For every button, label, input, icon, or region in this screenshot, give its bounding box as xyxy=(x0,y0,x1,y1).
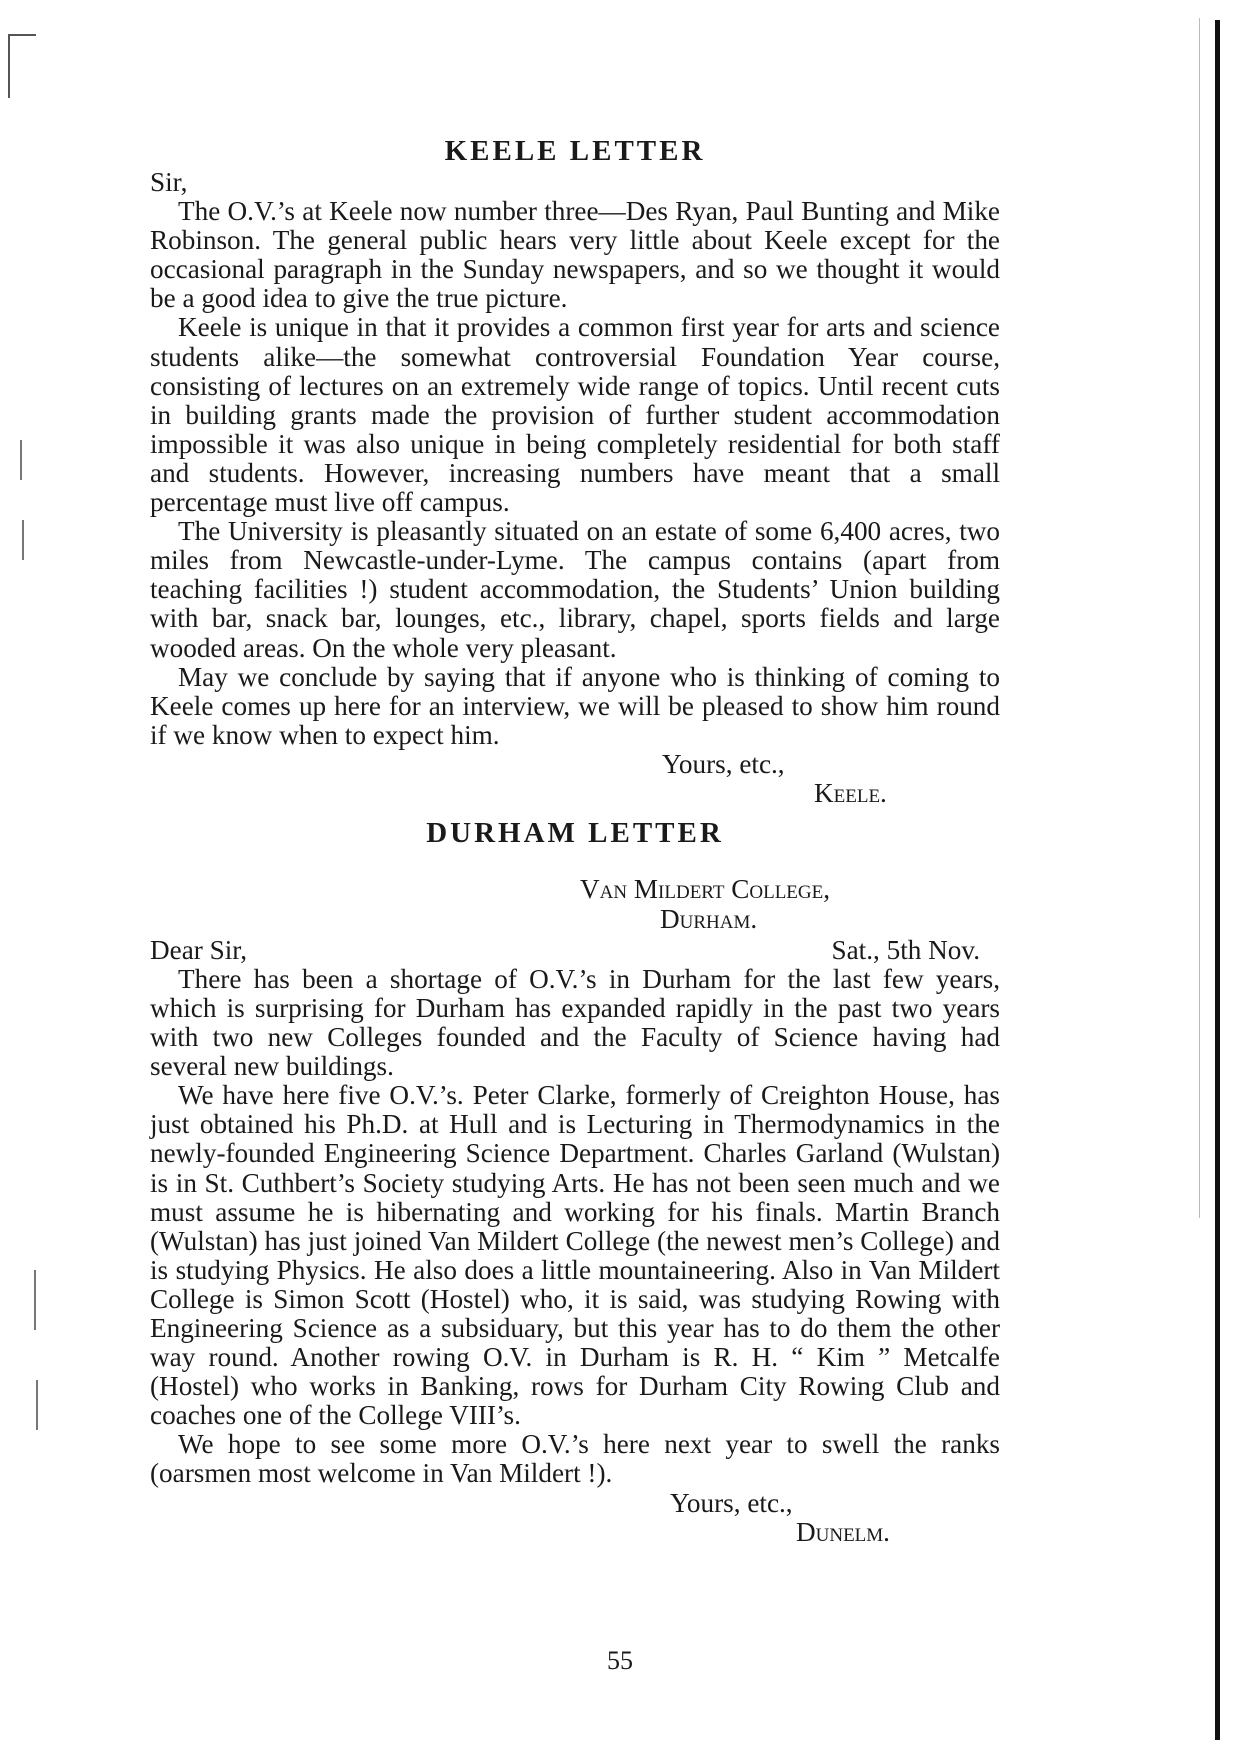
keele-signature: Keele. xyxy=(814,777,887,808)
page-number: 55 xyxy=(607,1646,633,1675)
scan-edge-mark xyxy=(1199,18,1200,1218)
keele-paragraph: The University is pleasantly situated on an estate of some 6,400 acres, two miles from Newcastle-under-Lyme. The campus contains (apart from teaching facilities !) student accommodation, the Students’ Union building with bar, snack bar, lounges, etc., library, chapel, sports fields and large wooded areas. On the whole very pleasant. xyxy=(150,516,1000,663)
keele-letter-heading: KEELE LETTER xyxy=(444,135,706,167)
scan-edge-mark xyxy=(1215,20,1220,1740)
durham-letter xyxy=(150,816,1000,1547)
keele-letter-body xyxy=(150,197,1000,750)
keele-paragraph: May we conclude by saying that if anyone who is thinking of coming to Keele comes up here for an interview, we will be pleased to show him round if we know when to expect him. xyxy=(150,661,1000,750)
durham-paragraph: There has been a shortage of O.V.’s in Durham for the last few years, which is surprising for Durham has expanded rapidly in the past two years with two new Colleges founded and the Faculty of Science having had several new buildings. xyxy=(150,963,1000,1082)
durham-closing: Yours, etc., xyxy=(670,1487,793,1518)
keele-paragraph: The O.V.’s at Keele now number three—Des Ryan, Paul Bunting and Mike Robinson. The general public hears very little about Keele except for the occasional paragraph in the Sunday newspapers, and so we thought it would be a good idea to give the true picture. xyxy=(150,196,1000,314)
durham-signature: Dunelm. xyxy=(796,1516,890,1547)
durham-letter-body xyxy=(150,965,1000,1489)
salutation-row xyxy=(150,936,1000,965)
durham-address-line: Durham. xyxy=(660,903,758,934)
scan-edge-mark xyxy=(20,440,22,480)
scan-edge-mark xyxy=(36,1380,38,1430)
durham-address-line: Van Mildert College, xyxy=(580,873,831,904)
scan-edge-mark xyxy=(8,34,36,36)
scan-edge-mark xyxy=(8,34,10,98)
keele-closing: Yours, etc., xyxy=(662,748,785,779)
durham-paragraph: We have here five O.V.’s. Peter Clarke, formerly of Creighton House, has just obtained his Ph.D. at Hull and is Lecturing in Thermodynamics in the newly-founded Engineering Science Department. Charles Garland (Wulstan) is in St. Cuthbert’s Society studying Arts. He has not been seen much and we must assume he is hibernating and working for his finals. Martin Branch (Wulstan) has just joined Van Mildert College (the newest men’s College) and is studying Physics. He also does a little mountaineering. Also in Van Mildert College is Simon Scott (Hostel) who, it is said, was studying Rowing with Engineering Science as a subsiduary, but this year has to do them the other way round. Another rowing O.V. in Durham is R. H. “ Kim ” Metcalfe (Hostel) who works in Banking, rows for Durham City Rowing Club and coaches one of the College VIII’s. xyxy=(150,1080,1000,1431)
keele-paragraph: Keele is unique in that it provides a common first year for arts and science students alike—the somewhat controversial Foundation Year course, consisting of lectures on an extremely wide range of topics. Until recent cuts in building grants made the provision of further student accommodation impossible it was also unique in being completely residential for both staff and students. However, increasing numbers have meant that a small percentage must live off campus. xyxy=(150,312,1000,518)
keele-letter xyxy=(150,134,1000,808)
page-content xyxy=(150,134,1000,1547)
keele-salutation: Sir, xyxy=(150,167,188,197)
durham-salutation: Dear Sir, xyxy=(150,934,248,965)
scan-edge-mark xyxy=(34,1270,36,1330)
durham-paragraph: We hope to see some more O.V.’s here next year to swell the ranks (oarsmen most welcome in Van Mildert !). xyxy=(150,1429,1000,1489)
letter-date: Sat., 5th Nov. xyxy=(831,934,980,965)
scan-edge-mark xyxy=(22,520,24,560)
durham-letter-heading: DURHAM LETTER xyxy=(426,816,724,849)
